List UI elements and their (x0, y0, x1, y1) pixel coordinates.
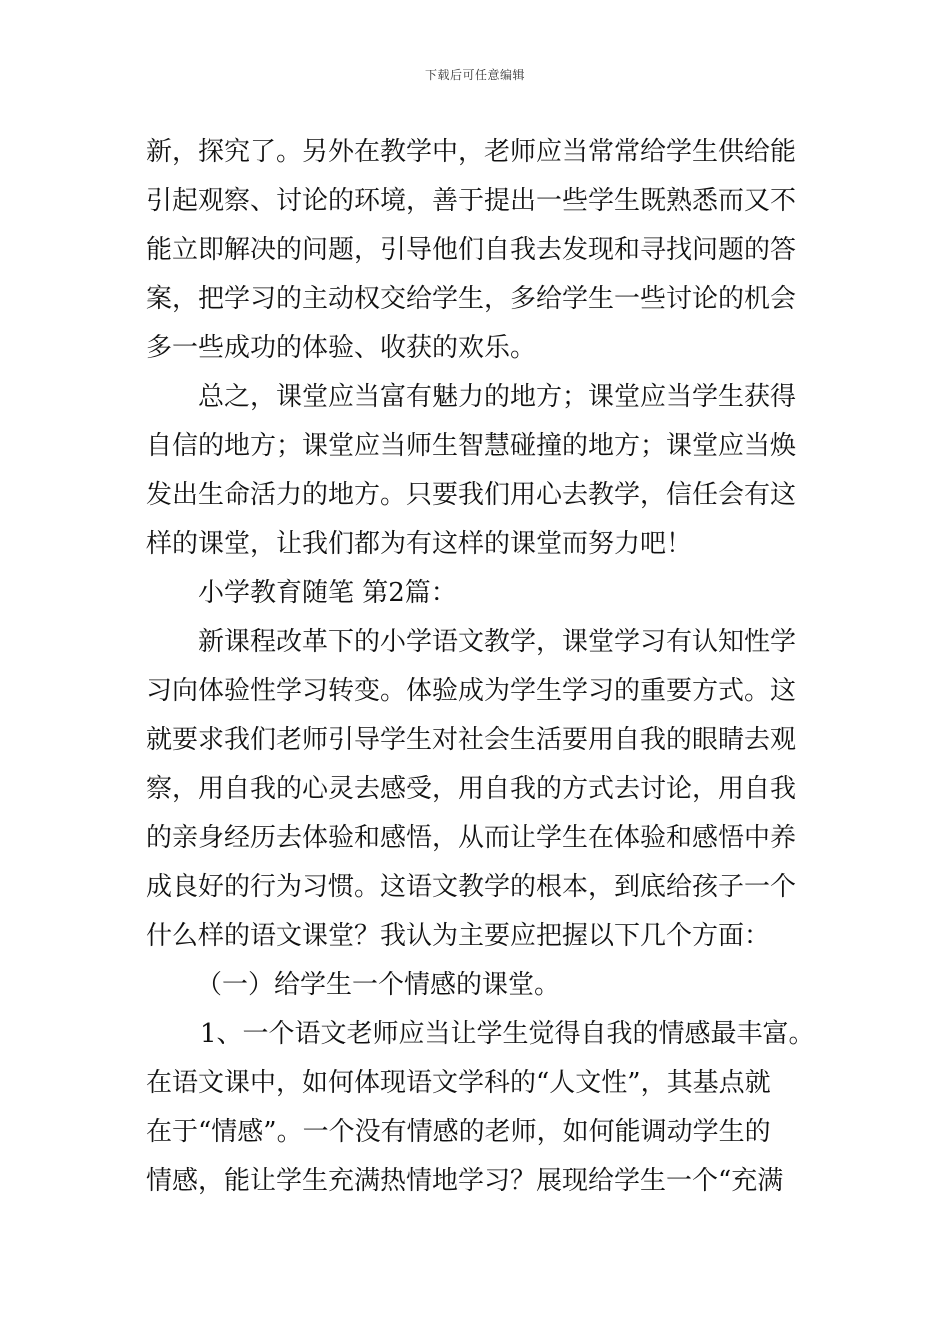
document-body (146, 128, 815, 1206)
page-header: 下载后可任意编辑 (424, 68, 525, 82)
text-line: 多一些成功的体验、收获的欢乐。 (146, 333, 537, 363)
text-line: 能立即解决的问题，引导他们自我去发现和寻找问题的答 (146, 235, 797, 265)
text-line: 样的课堂，让我们都为有这样的课堂而努力吧！ (146, 529, 693, 559)
text-line: 引起观察、讨论的环境，善于提出一些学生既熟悉而又不 (146, 186, 797, 216)
text-line: 新课程改革下的小学语文教学，课堂学习有认知性学 (198, 627, 797, 657)
text-line: 自信的地方；课堂应当师生智慧碰撞的地方；课堂应当焕 (146, 431, 797, 461)
text-line: 情感，能让学生充满热情地学习？展现给学生一个“充满 (146, 1166, 784, 1196)
text-line: 的亲身经历去体验和感悟，从而让学生在体验和感悟中养 (146, 823, 797, 853)
text-line: 1、一个语文老师应当让学生觉得自我的情感最丰富。 (200, 1019, 815, 1049)
text-line: 什么样的语文课堂？我认为主要应把握以下几个方面： (146, 921, 771, 951)
text-line: 发出生命活力的地方。只要我们用心去教学，信任会有这 (146, 480, 797, 510)
text-line: 察，用自我的心灵去感受，用自我的方式去讨论，用自我 (146, 774, 797, 804)
text-line: 习向体验性学习转变。体验成为学生学习的重要方式。这 (146, 676, 797, 706)
text-line: 总之，课堂应当富有魅力的地方；课堂应当学生获得 (198, 382, 797, 412)
text-line: 就要求我们老师引导学生对社会生活要用自我的眼睛去观 (146, 725, 797, 755)
text-line: 成良好的行为习惯。这语文教学的根本，到底给孩子一个 (146, 872, 797, 902)
text-line: 在语文课中，如何体现语文学科的“人文性”，其基点就 (146, 1068, 771, 1098)
text-line: 案，把学习的主动权交给学生，多给学生一些讨论的机会 (146, 284, 797, 314)
text-line: 在于“情感”。一个没有情感的老师，如何能调动学生的 (146, 1117, 771, 1147)
text-line: 新，探究了。另外在教学中，老师应当常常给学生供给能 (146, 137, 797, 167)
section-heading: 小学教育随笔 第2篇： (198, 578, 457, 608)
subsection-heading: （一）给学生一个情感的课堂。 (196, 970, 561, 1000)
